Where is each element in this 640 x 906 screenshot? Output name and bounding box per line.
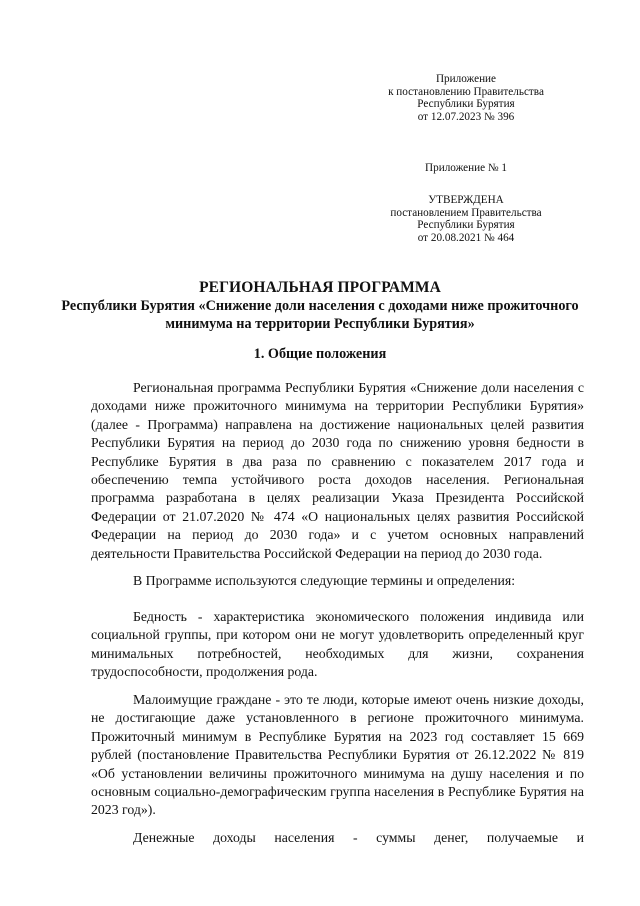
annex-one-line: Республики Бурятия bbox=[417, 219, 515, 232]
annex-header-line: от 12.07.2023 № 396 bbox=[417, 110, 515, 123]
annex-header-line: Приложение bbox=[435, 73, 497, 85]
paragraph-low-income-definition bbox=[91, 691, 584, 820]
annex-header-line: к постановлению Правительства bbox=[388, 85, 544, 98]
annex-one-line: УТВЕРЖДЕНА bbox=[428, 194, 504, 206]
annex-one-line: постановлением Правительства bbox=[390, 206, 542, 219]
paragraph-text: Денежные доходы населения - суммы денег, получаемые и bbox=[133, 830, 584, 845]
paragraph-monetary-income bbox=[91, 829, 584, 847]
paragraph-program-description bbox=[91, 379, 584, 563]
paragraph-text: Малоимущие граждане - это те люди, которые имеют очень низкие доходы, не достигающие даже установленного в регионе прожиточного минимума. Прожиточный минимум в Республике Бурятия на 2023 год составляет 15 669 рублей (постановление Правительства Республики Бурятия от 26.12.2022 № 819 «Об установлении величины прожиточного минимума на душу населения и по основным социально-демографическим группа населения в Республике Бурятия на 2023 год»). bbox=[91, 692, 584, 818]
paragraph-text: Региональная программа Республики Бурятия «Снижение доли населения с доходами ниже прожиточного минимума на территории Республики Бурятия» (далее - Программа) направлена на достижение национальных целей развития Республики Бурятия на период до 2030 года по снижению уровня бедности в Республике Бурятия в два раза по сравнению с показателем 2017 года и обеспечению темпа устойчивого роста доходов населения. Региональная программа разработана в целях реализации Указа Президента Российской Федерации от 21.07.2020 № 474 «О национальных целях развития Российской Федерации на период до 2030 года» и с учетом основных направлений деятельности Правительства Российской Федерации на период до 2030 года. bbox=[91, 380, 584, 561]
annex-one-line: от 20.08.2021 № 464 bbox=[417, 231, 515, 244]
paragraph-text: Бедность - характеристика экономического положения индивида или социальной группы, при котором они не могут удовлетворить определенный круг минимальных потребностей, необходимых для жизни, сохранения трудоспособности, продолжения рода. bbox=[91, 609, 584, 680]
annex-header bbox=[336, 73, 596, 123]
annex-header-line: Республики Бурятия bbox=[417, 98, 515, 111]
paragraph-text: В Программе используются следующие термины и определения: bbox=[133, 573, 516, 588]
document-subtitle: Республики Бурятия «Снижение доли населения с доходами ниже прожиточного минимума на территории Республики Бурятия» bbox=[61, 298, 579, 332]
paragraph-poverty-definition bbox=[91, 608, 584, 682]
section-heading: 1. Общие положения bbox=[253, 346, 387, 362]
annex-one-approval bbox=[336, 194, 596, 244]
annex-one-title: Приложение № 1 bbox=[425, 162, 507, 174]
paragraph-terms-intro bbox=[91, 572, 584, 590]
document-title: РЕГИОНАЛЬНАЯ ПРОГРАММА bbox=[199, 279, 441, 296]
